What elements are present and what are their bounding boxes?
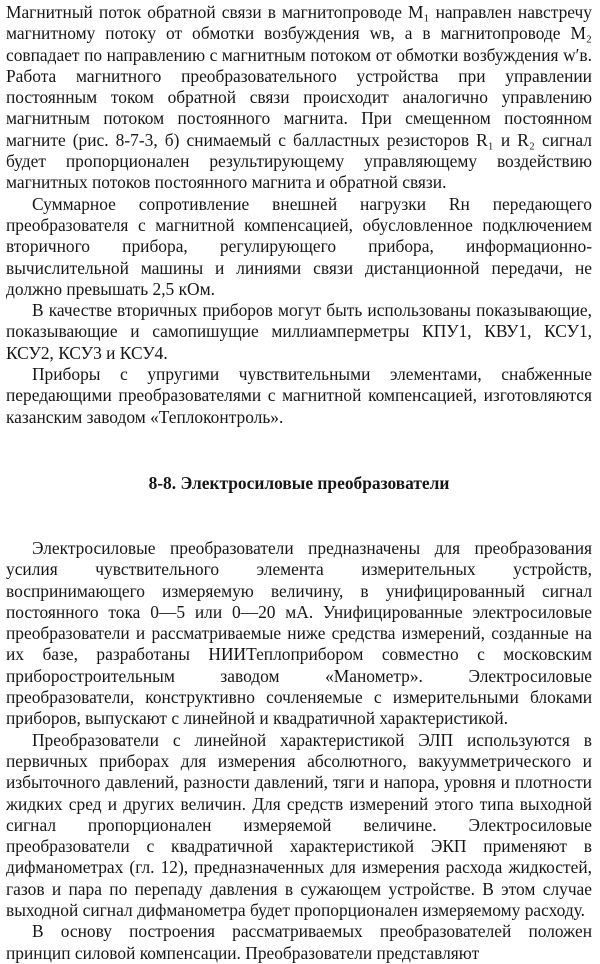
paragraph-magnetic-feedback: Магнитный поток обратной связи в магнитопроводе M₁ направлен навстречу магнитному потоку от обмотки возбуждения wв, а в магнитопроводе M₂ совпадает по направлению с магнитным потоком от обмотки возбуждения w′в. Работа магнитного преобразовательного устройства при управлении постоянным током обратной связи происходит аналогично управлению магнитным потоком постоянного магнита. При смещенном постоянном магните (рис. 8-7-3, б) снимаемый с балластных резисторов R₁ и R₂ сигнал будет пропорционален результирующему управляющему воздействию магнитных потоков постоянного магнита и обратной связи. <box>6 2 592 193</box>
paragraph-load-resistance: Суммарное сопротивление внешней нагрузки Rн передающего преобразователя с магнитной компенсацией, обусловленное подключением вторичного прибора, регулирующего прибора, информационно-вычислительной машины и линиями связи дистанционной передачи, не должно превышать 2,5 кОм. <box>6 193 592 299</box>
paragraph-electroforce-intro: Электросиловые преобразователи предназначены для преобразования усилия чувствительного элемента измерительных устройств, воспринимающего измеряемую величину, в унифицированный сигнал постоянного тока 0—5 или 0—20 мА. Унифицированные электросиловые преобразователи и рассматриваемые ниже средства измерений, созданные на их базе, разработаны НИИТеплоприбором совместно с московским приборостроительным заводом «Манометр». Электросиловые преобразователи, конструктивно сочленяемые с измерительными блоками приборов, выпускают с линейной и квадратичной характеристикой. <box>6 537 592 729</box>
book-page <box>6 2 592 964</box>
paragraph-linear-quadratic: Преобразователи с линейной характеристикой ЭЛП используются в первичных приборах для измерения абсолютного, вакуумметрического и избыточного давлений, разности давлений, тяги и напора, уровня и плотности жидких сред и других величин. Для средств измерений этого типа выходной сигнал пропорционален измеряемой величине. Электросиловые преобразователи с квадратичной характеристикой ЭКП применяют в дифманометрах (гл. 12), предназначенных для измерения расхода жидкостей, газов и пара по перепаду давления в сужающем устройстве. В этом случае выходной сигнал дифманометра будет пропорционален измеряемому расходу. <box>6 729 592 920</box>
paragraph-force-compensation: В основу построения рассматриваемых преобразователей положен принцип силовой компенсации. Преобразователи представляют <box>6 921 592 963</box>
paragraph-manufacturer: Приборы с упругими чувствительными элементами, снабженные передающими преобразователями с магнитной компенсацией, изготовляются казанским заводом «Теплоконтроль». <box>6 364 592 427</box>
section-heading: 8-8. Электросиловые преобразователи <box>148 472 450 493</box>
paragraph-secondary-instruments: В качестве вторичных приборов могут быть использованы показывающие, показывающие и самопишущие миллиамперметры КПУ1, КВУ1, КСУ1, КСУ2, КСУ3 и КСУ4. <box>6 300 592 363</box>
